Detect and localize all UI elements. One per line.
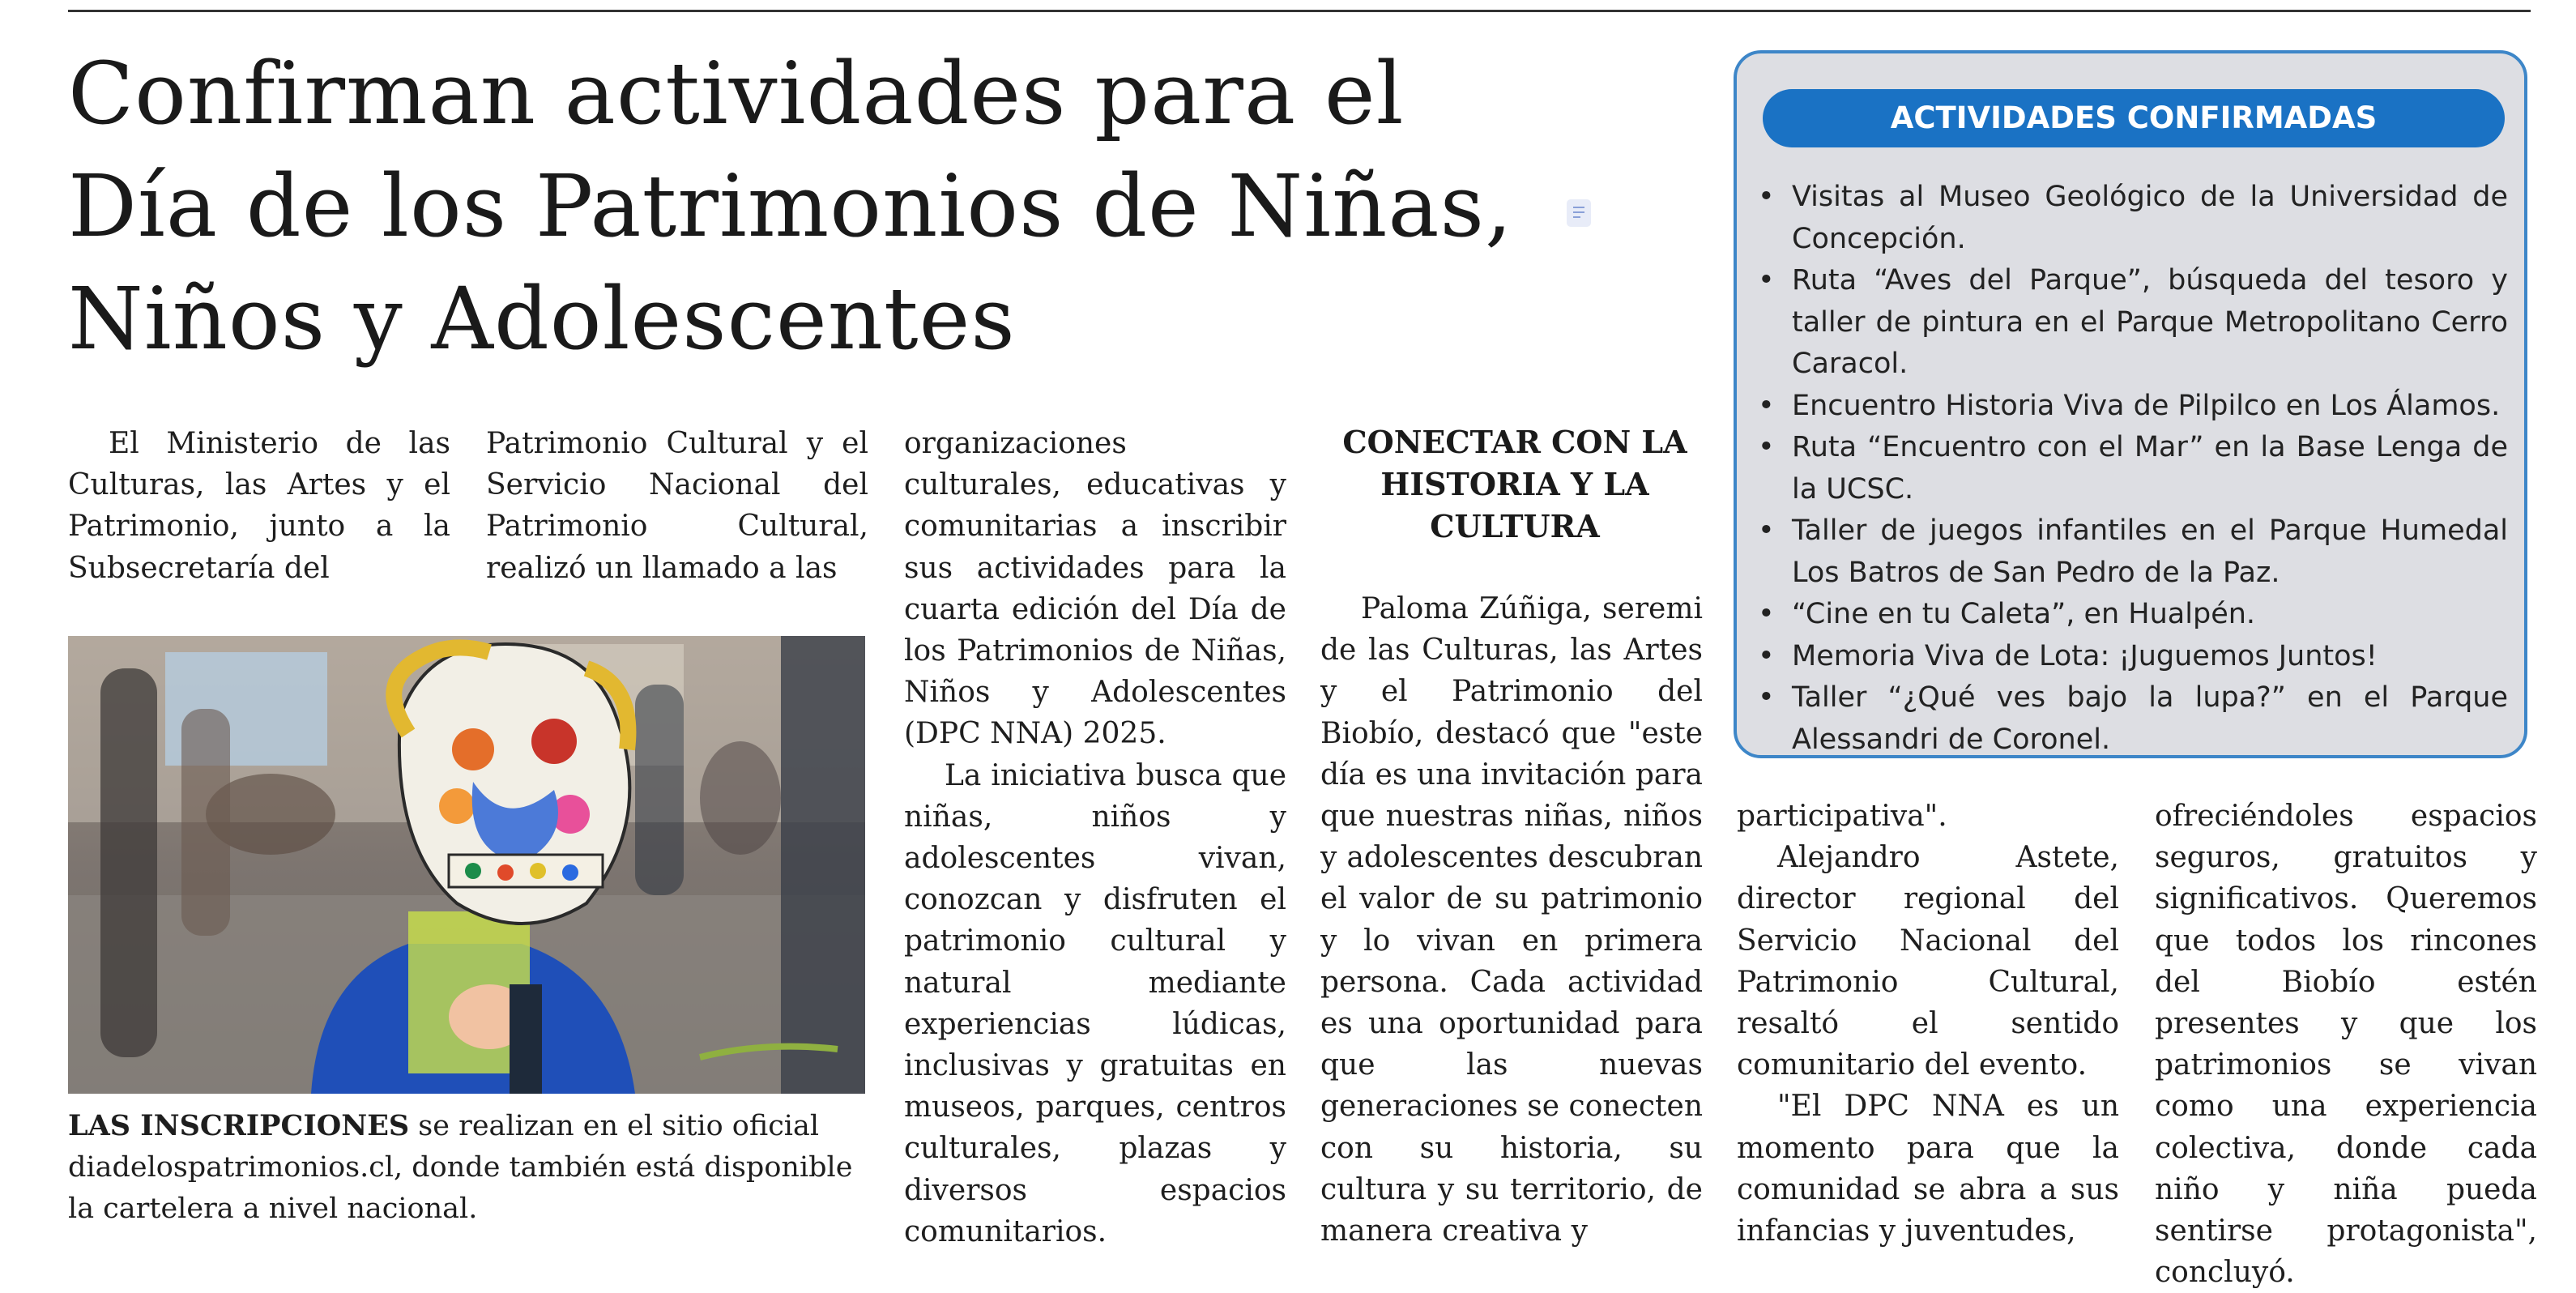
- top-rule: [68, 10, 2531, 12]
- article-column-6: [2155, 796, 2537, 1293]
- paragraph: La iniciativa busca que niñas, niños y adolescentes vivan, conozcan y disfruten el patrimonio cultural y natural mediante experiencias lúdicas, inclusivas y gratuitas en museos, parques, centros culturales, plazas y diversos espacios comunitarios.: [904, 758, 1286, 1248]
- note-icon[interactable]: [1567, 199, 1591, 227]
- paragraph: Paloma Zúñiga, seremi de las Culturas, las Artes y el Patrimonio del Biobío, destacó que "este día es una invitación para que nuestras niñas, niños y adolescentes descubran el valor de su patrimonio y lo vivan en primera persona. Cada actividad es una oportunidad para que las nuevas generaciones se conecten con su historia, su cultura y su territorio, de manera creativa y: [1320, 592, 1703, 1248]
- paragraph: Alejandro Astete, director regional del Servicio Nacional del Patrimonio Cultural, resaltó el sentido comunitario del evento.: [1737, 841, 2119, 1082]
- list-item: • Taller “¿Qué ves bajo la lupa?” en el Parque Alessandri de Coronel.: [1755, 677, 2508, 761]
- caption-text: se realizan en el sitio oficial diadelospatrimonios.cl, donde también está disponible la cartelera a nivel nacional.: [68, 1110, 853, 1225]
- article-column-4: [1320, 588, 1703, 1252]
- paragraph: ofreciéndoles espacios seguros, gratuitos y significativos. Queremos que todos los rincones del Biobío estén presentes y que los patrimonios se vivan como una experiencia colectiva, donde cada niño y niña pueda sentirse protagonista", concluyó.: [2155, 800, 2537, 1290]
- list-item: • Taller de juegos infantiles en el Parque Humedal Los Batros de San Pedro de la Paz.: [1755, 510, 2508, 594]
- caption-lead: LAS INSCRIPCIONES: [68, 1109, 410, 1142]
- photo-caption: [68, 1105, 865, 1230]
- list-item: • “Cine en tu Caleta”, en Hualpén.: [1755, 594, 2508, 636]
- article-photo: [68, 636, 865, 1094]
- paragraph: Patrimonio Cultural y el Servicio Nacional del Patrimonio Cultural, realizó un llamado a las: [486, 427, 868, 585]
- activities-list: [1755, 177, 2508, 761]
- list-item: • Memoria Viva de Lota: ¡Juguemos Juntos!: [1755, 636, 2508, 678]
- activities-title: ACTIVIDADES CONFIRMADAS: [1763, 89, 2505, 147]
- article-column-1: [68, 423, 450, 589]
- section-subhead: CONECTAR CON LA HISTORIA Y LA CULTURA: [1342, 424, 1687, 544]
- article-column-2: [486, 423, 868, 589]
- paragraph: organizaciones culturales, educativas y comunitarias a inscribir sus actividades para la cuarta edición del Día de los Patrimonios de Niñas, Niños y Adolescentes (DPC NNA) 2025.: [904, 427, 1286, 751]
- list-item: • Encuentro Historia Viva de Pilpilco en Los Álamos.: [1755, 386, 2508, 428]
- list-item: • Visitas al Museo Geológico de la Universidad de Concepción.: [1755, 177, 2508, 260]
- article-column-5: [1737, 796, 2119, 1252]
- list-item: • Ruta “Aves del Parque”, búsqueda del tesoro y taller de pintura en el Parque Metropolitano Cerro Caracol.: [1755, 260, 2508, 386]
- headline: Confirman actividades para el Día de los Patrimonios de Niñas, Niños y Adolescentes: [68, 44, 1513, 369]
- list-item: • Ruta “Encuentro con el Mar” en la Base Lenga de la UCSC.: [1755, 427, 2508, 510]
- paragraph: participativa".: [1737, 800, 1947, 833]
- paragraph: "El DPC NNA es un momento para que la comunidad se abra a sus infancias y juventudes,: [1737, 1090, 2119, 1248]
- paragraph: El Ministerio de las Culturas, las Artes y el Patrimonio, junto a la Subsecretaría del: [68, 427, 450, 585]
- article-column-3: [904, 423, 1286, 1252]
